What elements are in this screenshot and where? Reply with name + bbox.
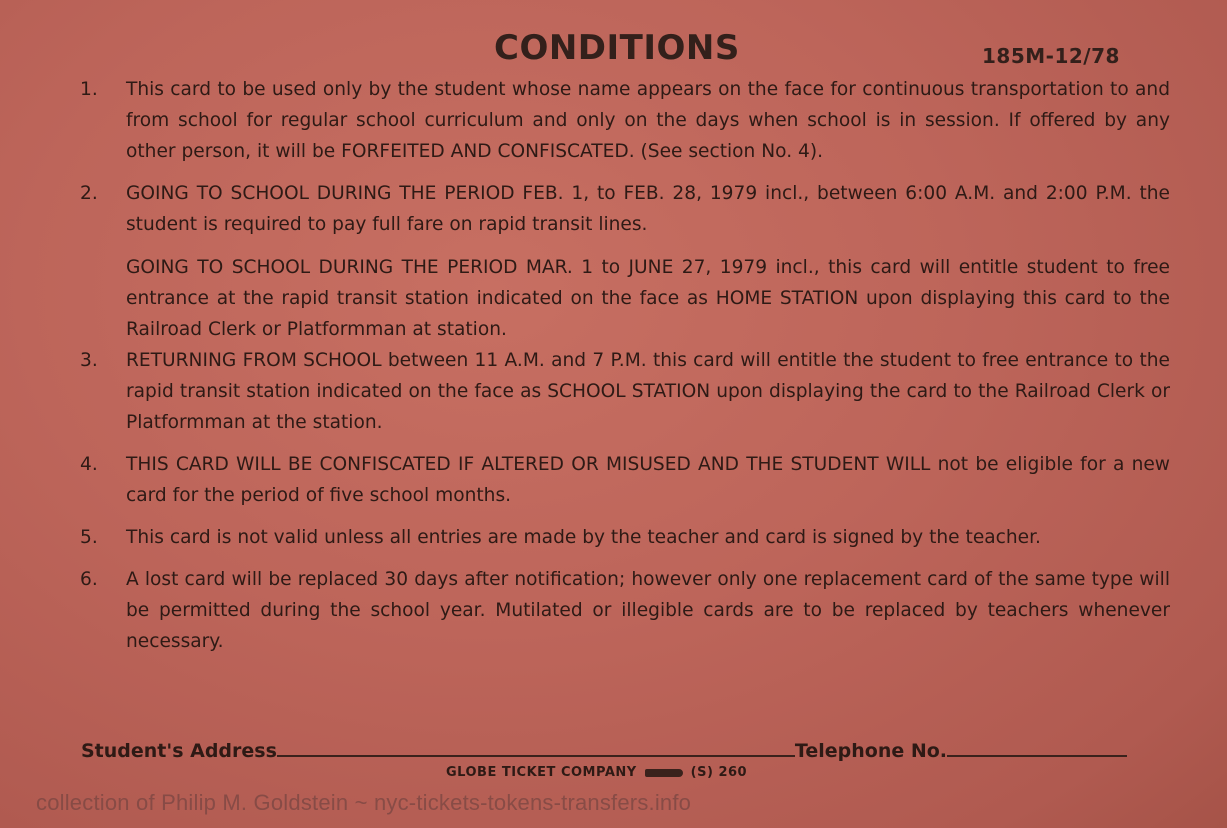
conditions-title: CONDITIONS (494, 28, 740, 68)
telephone-label: Telephone No. (794, 740, 948, 762)
condition-text: RETURNING FROM SCHOOL between 11 A.M. and 7 P.M. this card will entitle the student to free entrance to the rapid transit station indicated on the face as SCHOOL STATION upon displaying the card to the Railroad Clerk or Platformman at the station. (126, 350, 1170, 433)
condition-2-continuation: GOING TO SCHOOL DURING THE PERIOD MAR. 1 to JUNE 27, 1979 incl., this card will entitle student to free entrance at the rapid transit station indicated on the face as HOME STATION upon displaying this card to the Railroad Clerk or Platformman at station. (126, 257, 1170, 340)
printer-imprint (446, 765, 747, 780)
printer-code: (S) 260 (690, 765, 748, 780)
address-label: Student's Address (81, 740, 277, 762)
condition-text: THIS CARD WILL BE CONFISCATED IF ALTERED OR MISUSED AND THE STUDENT WILL not be eligible for a new card for the period of five school months. (126, 454, 1170, 506)
condition-2 (80, 178, 1170, 240)
condition-number: 1. (80, 79, 98, 100)
condition-1 (80, 74, 1170, 167)
condition-4 (80, 449, 1170, 511)
condition-number: 4. (80, 454, 98, 475)
condition-6 (80, 564, 1170, 657)
condition-text: A lost card will be replaced 30 days after notification; however only one replacement card of the same type will be permitted during the school year. Mutilated or illegible cards are to be replaced by teachers whenever necessary. (126, 569, 1170, 652)
condition-number: 2. (80, 183, 98, 204)
condition-3 (80, 345, 1170, 438)
telephone-line (947, 737, 1127, 757)
form-number: 185M-12/78 (982, 44, 1120, 68)
condition-5 (80, 522, 1170, 553)
condition-text: This card is not valid unless all entries are made by the teacher and card is signed by the teacher. (126, 527, 1041, 548)
printer-name: GLOBE TICKET COMPANY (446, 765, 637, 780)
address-line (277, 737, 795, 757)
conditions-list (80, 74, 1170, 657)
condition-text: This card to be used only by the student whose name appears on the face for continuous transportation to and from school for regular school curriculum and only on the days when school is in session. If offered by any other person, it will be FORFEITED AND CONFISCATED. (See section No. 4). (126, 79, 1170, 162)
condition-number: 3. (80, 350, 98, 371)
union-bug-icon (645, 769, 683, 777)
condition-number: 6. (80, 569, 98, 590)
condition-number: 5. (80, 527, 98, 548)
collection-watermark: collection of Philip M. Goldstein ~ nyc-tickets-tokens-transfers.info (36, 790, 692, 815)
condition-text: GOING TO SCHOOL DURING THE PERIOD FEB. 1, to FEB. 28, 1979 incl., between 6:00 A.M. and 2:00 P.M. the student is required to pay full fare on rapid transit lines. (126, 183, 1170, 235)
address-row (81, 732, 1171, 762)
